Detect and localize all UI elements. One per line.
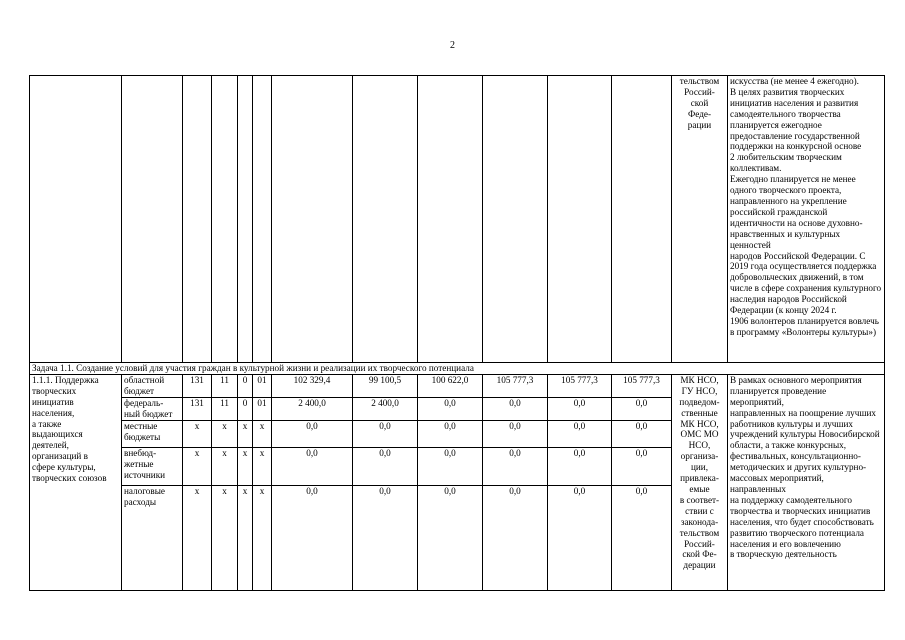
measure-name: 1.1.1. Поддержка творческих инициатив населения, а также выдающихся деятелей, организаций в сфере культуры, творческих союзов bbox=[30, 374, 122, 590]
task-title: Задача 1.1. Создание условий для участия граждан в культурной жизни и реализации их творческого потенциала bbox=[30, 363, 885, 375]
code-cell: x bbox=[238, 447, 253, 485]
table-row bbox=[30, 374, 885, 397]
measure-executor: МК НСО, ГУ НСО, подведом- ственные МК НСО, ОМС МО НСО, организа- ции, привлека- емые в соответ- ствии с законода- тельством Россий- ской Фе- дерации bbox=[672, 374, 728, 590]
code-cell: 0 bbox=[238, 397, 253, 420]
value-cell: 0,0 bbox=[612, 420, 672, 447]
value-cell: 0,0 bbox=[483, 485, 548, 590]
value-cell: 2 400,0 bbox=[272, 397, 353, 420]
continuation-result: искусства (не менее 4 ежегодно). В целях развития творческих инициатив населения и развития самодеятельного творчества планируется ежегодное предоставление государственной поддержки на конкурсной основе 2 любительским творческим коллективам. Ежегодно планируется не менее одного творческого проекта, направленного на укрепление российской гражданской идентичности на основе духовно- нравственных и культурных ценностей народов Российской Федерации. С 2019 года осуществляется поддержка добровольческих движений, в том числе в сфере сохранения культурного наследия народов Российской Федерации (к концу 2024 г. 1906 волонтеров планируется вовлечь в программу «Волонтеры культуры») bbox=[728, 76, 885, 363]
value-cell: 0,0 bbox=[483, 420, 548, 447]
code-cell: 01 bbox=[253, 374, 272, 397]
code-cell: 0 bbox=[238, 374, 253, 397]
value-cell: 0,0 bbox=[418, 447, 483, 485]
value-cell: 0,0 bbox=[272, 420, 353, 447]
task-row bbox=[30, 363, 885, 375]
funding-source: налоговые расходы bbox=[122, 485, 183, 590]
value-cell: 0,0 bbox=[612, 447, 672, 485]
code-cell: x bbox=[183, 420, 212, 447]
code-cell: x bbox=[212, 420, 238, 447]
value-cell: 0,0 bbox=[353, 420, 418, 447]
code-cell: 01 bbox=[253, 397, 272, 420]
value-cell: 0,0 bbox=[353, 447, 418, 485]
value-cell: 0,0 bbox=[548, 397, 612, 420]
value-cell: 0,0 bbox=[272, 447, 353, 485]
value-cell: 0,0 bbox=[483, 397, 548, 420]
value-cell: 105 777,3 bbox=[612, 374, 672, 397]
continuation-row bbox=[30, 76, 885, 363]
code-cell: 11 bbox=[212, 374, 238, 397]
code-cell: x bbox=[253, 420, 272, 447]
code-cell: 131 bbox=[183, 374, 212, 397]
value-cell: 0,0 bbox=[548, 420, 612, 447]
value-cell: 0,0 bbox=[418, 397, 483, 420]
value-cell: 0,0 bbox=[548, 447, 612, 485]
code-cell: x bbox=[253, 485, 272, 590]
value-cell: 0,0 bbox=[612, 485, 672, 590]
funding-source: местные бюджеты bbox=[122, 420, 183, 447]
code-cell: x bbox=[253, 447, 272, 485]
value-cell: 99 100,5 bbox=[353, 374, 418, 397]
value-cell: 0,0 bbox=[612, 397, 672, 420]
value-cell: 0,0 bbox=[418, 485, 483, 590]
value-cell: 0,0 bbox=[483, 447, 548, 485]
value-cell: 105 777,3 bbox=[483, 374, 548, 397]
value-cell: 0,0 bbox=[272, 485, 353, 590]
value-cell: 0,0 bbox=[548, 485, 612, 590]
funding-source: областной бюджет bbox=[122, 374, 183, 397]
code-cell: x bbox=[183, 485, 212, 590]
code-cell: x bbox=[238, 485, 253, 590]
page-number: 2 bbox=[450, 40, 455, 51]
value-cell: 2 400,0 bbox=[353, 397, 418, 420]
code-cell: 11 bbox=[212, 397, 238, 420]
code-cell: x bbox=[212, 485, 238, 590]
funding-source: внебюд- жетные источники bbox=[122, 447, 183, 485]
code-cell: x bbox=[212, 447, 238, 485]
program-table bbox=[29, 75, 885, 591]
code-cell: x bbox=[238, 420, 253, 447]
continuation-executor: тельством Россий- ской Феде- рации bbox=[672, 76, 728, 363]
measure-result: В рамках основного мероприятия планируется проведение мероприятий, направленных на поощрение лучших работников культуры и лучших учреждений культуры Новосибирской области, а также конкурсных, фестивальных, консультационно- методических и других культурно- массовых мероприятий, направленных на поддержку самодеятельного творчества и творческих инициатив населения, что будет способствовать развитию творческого потенциала населения и его вовлечению в творческую деятельность bbox=[728, 374, 885, 590]
code-cell: 131 bbox=[183, 397, 212, 420]
value-cell: 102 329,4 bbox=[272, 374, 353, 397]
value-cell: 0,0 bbox=[353, 485, 418, 590]
value-cell: 100 622,0 bbox=[418, 374, 483, 397]
funding-source: федераль- ный бюджет bbox=[122, 397, 183, 420]
value-cell: 0,0 bbox=[418, 420, 483, 447]
code-cell: x bbox=[183, 447, 212, 485]
value-cell: 105 777,3 bbox=[548, 374, 612, 397]
